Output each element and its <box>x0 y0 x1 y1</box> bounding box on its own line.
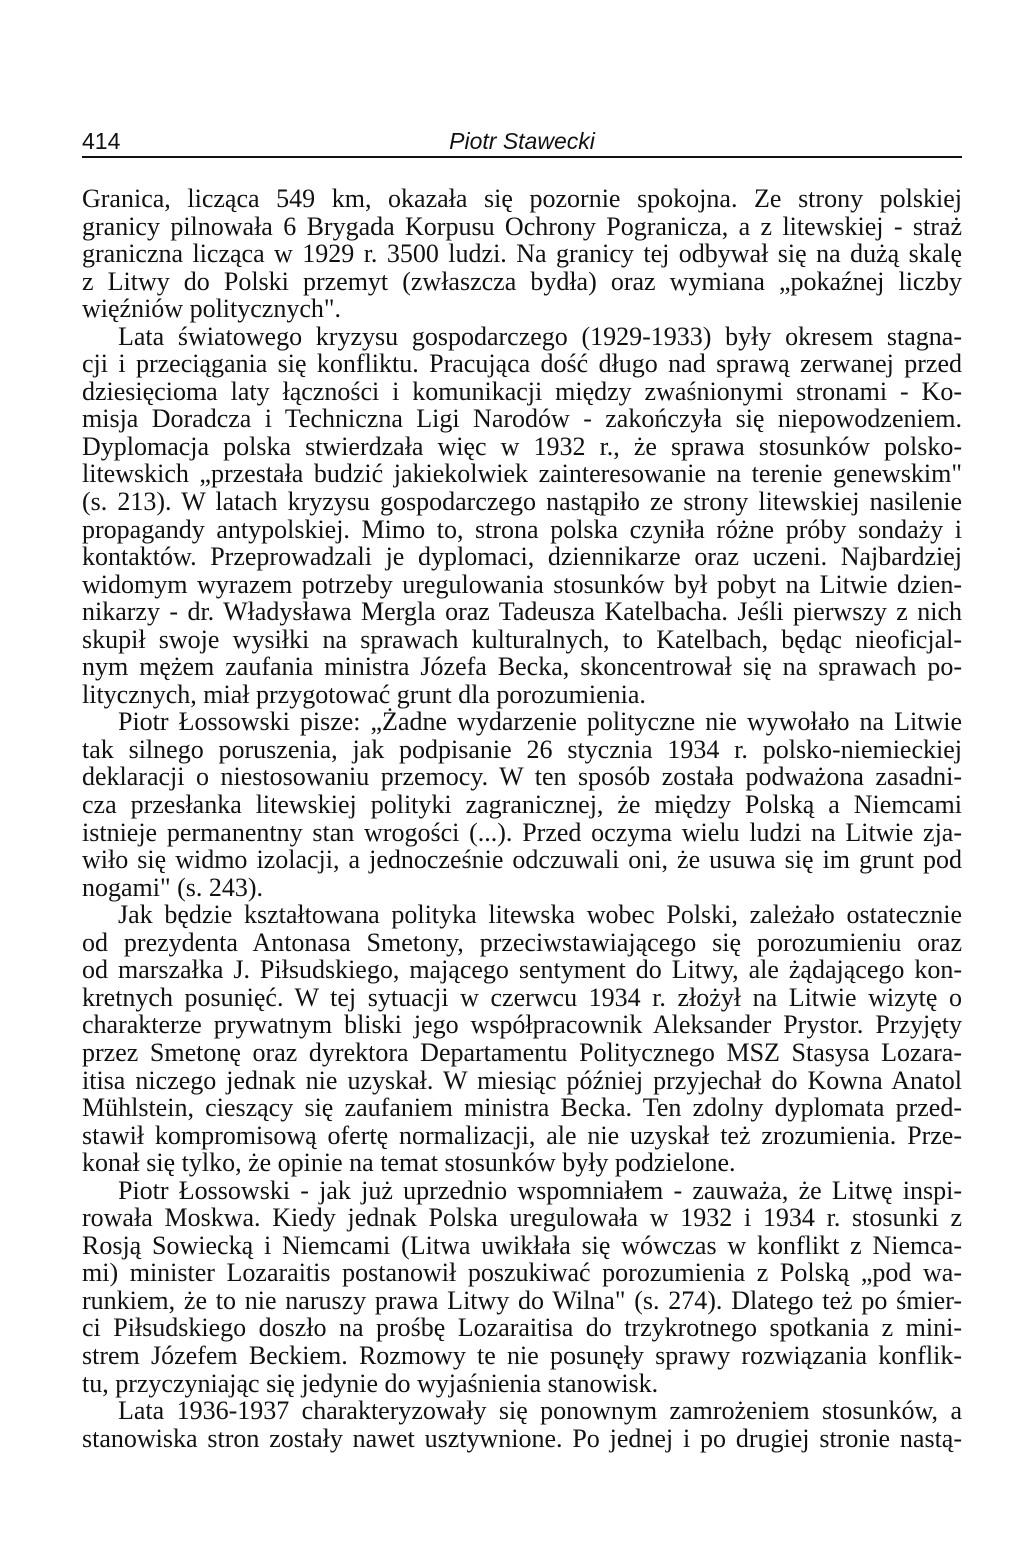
text-line: propagandy antypolskiej. Mimo to, strona polska czyniła różne próby sondaży i <box>82 514 962 544</box>
running-head <box>82 124 962 158</box>
text-line: Mühlstein, cieszący się zaufaniem ministra Becka. Ten zdolny dyplomata przed- <box>82 1093 962 1123</box>
text-line: itisa niczego jednak nie uzyskał. W miesiąc później przyjechał do Kowna Anatol <box>82 1065 962 1095</box>
paragraph-first-line: Piotr Łossowski - jak już uprzednio wspomniałem - zauważa, że Litwę inspi- <box>118 1175 962 1205</box>
text-line: przez Smetonę oraz dyrektora Departamentu Politycznego MSZ Stasysa Lozara- <box>82 1037 962 1067</box>
text-line: wiło się widmo izolacji, a jednocześnie odczuwali oni, że usuwa się im grunt pod <box>82 845 962 875</box>
text-line: (s. 213). W latach kryzysu gospodarczego nastąpiło ze strony litewskiej nasilenie <box>82 487 962 517</box>
text-line: cji i przeciągania się konfliktu. Pracująca dość długo nad sprawą zerwanej przed <box>82 349 962 379</box>
paragraph-first-line: Piotr Łossowski pisze: „Żadne wydarzenie polityczne nie wywołało na Litwie <box>118 707 962 737</box>
text-line: nikarzy - dr. Władysława Mergla oraz Tadeusza Katelbacha. Jeśli pierwszy z nich <box>82 597 962 627</box>
running-title: Piotr Stawecki <box>449 128 595 154</box>
text-line: stawił kompromisową ofertę normalizacji, ale nie uzyskał też zrozumienia. Prze- <box>82 1120 962 1150</box>
text-line: Dyplomacja polska stwierdzała więc w 1932 r., że sprawa stosunków polsko- <box>82 431 962 461</box>
text-line: strem Józefem Beckiem. Rozmowy te nie posunęły sprawy rozwiązania konflik- <box>82 1340 962 1370</box>
text-line: dziesięcioma laty łączności i komunikacji między zwaśnionymi stronami - Ko- <box>82 376 962 406</box>
text-line: istnieje permanentny stan wrogości (...). Przed oczyma wielu ludzi na Litwie zja- <box>82 817 962 847</box>
text-line: od prezydenta Antonasa Smetony, przeciwstawiającego się porozumieniu oraz <box>82 927 962 957</box>
text-line: stanowiska stron zostały nawet usztywnione. Po jednej i po drugiej stronie nastą- <box>82 1423 962 1453</box>
text-line: litycznych, miał przygotować grunt dla porozumienia. <box>82 679 646 709</box>
text-line: cza przesłanka litewskiej polityki zagranicznej, że między Polską a Niemcami <box>82 790 962 820</box>
paragraph-first-line: Lata światowego kryzysu gospodarczego (1929-1933) były okresem stagna- <box>118 321 962 351</box>
paragraph-first-line: Jak będzie kształtowana polityka litewska wobec Polski, zależało ostatecznie <box>118 900 962 930</box>
text-line: kretnych posunięć. W tej sytuacji w czerwcu 1934 r. złożył na Litwie wizytę o <box>82 982 962 1012</box>
text-line: misja Doradcza i Techniczna Ligi Narodów - zakończyła się niepowodzeniem. <box>82 404 962 434</box>
body-text <box>82 185 962 1452</box>
text-line: tu, przyczyniając się jedynie do wyjaśnienia stanowisk. <box>82 1368 659 1398</box>
text-line: z Litwy do Polski przemyt (zwłaszcza bydła) oraz wymiana „pokaźnej liczby <box>82 266 962 296</box>
text-line: Granica, licząca 549 km, okazała się pozornie spokojna. Ze strony polskiej <box>82 184 962 213</box>
text-line: tak silnego poruszenia, jak podpisanie 26 stycznia 1934 r. polsko-niemieckiej <box>82 734 962 764</box>
text-line: rowała Moskwa. Kiedy jednak Polska uregulowała w 1932 i 1934 r. stosunki z <box>82 1203 962 1233</box>
text-line: litewskich „przestała budzić jakiekolwiek zainteresowanie na terenie genewskim" <box>82 459 962 489</box>
text-line: ci Piłsudskiego doszło na prośbę Lozaraitisa do trzykrotnego spotkania z mini- <box>82 1313 962 1343</box>
text-line: charakterze prywatnym bliski jego współpracownik Aleksander Prystor. Przyjęty <box>82 1010 962 1040</box>
text-line: więźniów politycznych". <box>82 294 341 324</box>
text-line: od marszałka J. Piłsudskiego, mającego sentyment do Litwy, ale żądającego kon- <box>82 955 962 985</box>
text-line: mi) minister Lozaraitis postanowił poszukiwać porozumienia z Polską „pod wa- <box>82 1258 962 1288</box>
text-line: graniczna licząca w 1929 r. 3500 ludzi. Na granicy tej odbywał się na dużą skalę <box>82 239 962 269</box>
text-line: skupił swoje wysiłki na sprawach kulturalnych, to Katelbach, będąc nieoficjal- <box>82 624 962 654</box>
text-line: granicy pilnowała 6 Brygada Korpusu Ochrony Pogranicza, a z litewskiej - straż <box>82 211 962 241</box>
text-line: Rosją Sowiecką i Niemcami (Litwa uwikłała się wówczas w konflikt z Niemca- <box>82 1230 962 1260</box>
text-line: runkiem, że to nie naruszy prawa Litwy do Wilna" (s. 274). Dlatego też po śmier- <box>82 1285 962 1315</box>
text-line: widomym wyrazem potrzeby uregulowania stosunków był pobyt na Litwie dzien- <box>82 569 962 599</box>
text-line: kontaktów. Przeprowadzali je dyplomaci, dziennikarze oraz uczeni. Najbardziej <box>82 542 962 572</box>
text-line: nogami" (s. 243). <box>82 872 264 902</box>
page-number: 414 <box>82 128 121 154</box>
text-line: konał się tylko, że opinie na temat stosunków były podzielone. <box>82 1148 736 1178</box>
paragraph-first-line: Lata 1936-1937 charakteryzowały się ponownym zamrożeniem stosunków, a <box>118 1396 962 1426</box>
text-line: deklaracji o niestosowaniu przemocy. W ten sposób została podważona zasadni- <box>82 762 962 792</box>
text-line: nym mężem zaufania ministra Józefa Becka, skoncentrował się na sprawach po- <box>82 652 962 682</box>
page <box>82 124 962 1452</box>
